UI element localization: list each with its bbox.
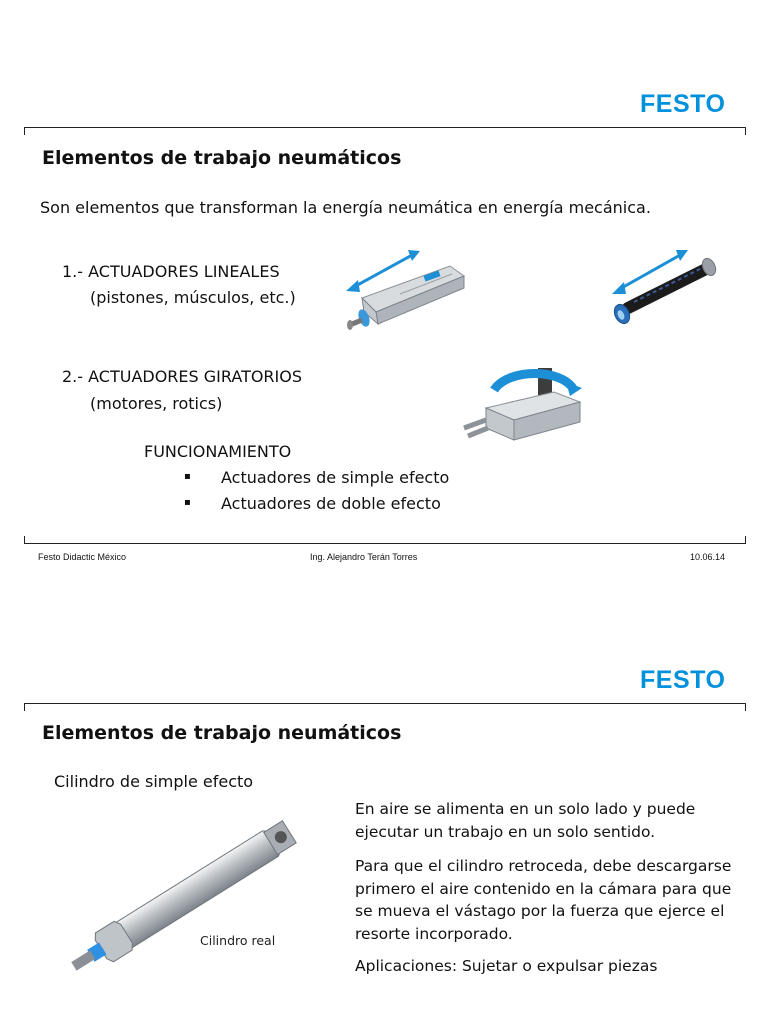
curved-arrow-icon: [494, 374, 574, 391]
bullet-double-acting: Actuadores de doble efecto: [221, 494, 441, 513]
slide-title: Elementos de trabajo neumáticos: [42, 722, 402, 744]
bullet-single-acting: Actuadores de simple efecto: [221, 468, 450, 487]
bullet-icon: ▪: [184, 497, 191, 508]
applications-text: Aplicaciones: Sujetar o expulsar piezas: [355, 957, 658, 975]
rotary-actuators-heading: 2.- ACTUADORES GIRATORIOS: [62, 367, 303, 386]
festo-logo: FESTO: [640, 666, 726, 694]
bullet-icon: ▪: [184, 471, 191, 482]
footer-company: Festo Didactic México: [38, 552, 127, 562]
slide-frame-top: [24, 703, 746, 711]
rotary-actuator-image: [458, 364, 588, 446]
slide-subtitle: Cilindro de simple efecto: [54, 772, 254, 791]
linear-actuators-heading: 1.- ACTUADORES LINEALES: [62, 262, 280, 281]
description-paragraph-2: Para que el cilindro retroceda, debe descargarse primero el aire contenido en la cámara para que se mueva el vástago por la fuerza que ejerce el resorte incorporado.: [355, 857, 732, 943]
function-heading: FUNCIONAMIENTO: [144, 442, 292, 461]
festo-logo: FESTO: [640, 90, 726, 118]
slide-intro: Son elementos que transforman la energía neumática en energía mecánica.: [40, 198, 651, 217]
image-caption: Cilindro real: [200, 933, 276, 948]
linear-actuators-sub: (pistones, músculos, etc.): [90, 288, 296, 307]
rotary-actuators-sub: (motores, rotics): [90, 394, 223, 413]
footer-author: Ing. Alejandro Terán Torres: [310, 552, 418, 562]
slide-title: Elementos de trabajo neumáticos: [42, 147, 402, 169]
single-acting-cylinder-image: [50, 812, 320, 982]
footer-date: 10.06.14: [690, 552, 726, 562]
linear-cylinder-image: [340, 244, 470, 336]
slide-frame-bottom: [24, 536, 746, 544]
slide-frame-top: [24, 127, 746, 135]
description-paragraph-1: En aire se alimenta en un solo lado y puede ejecutar un trabajo en un solo sentido.: [355, 800, 696, 841]
fluidic-muscle-image: [604, 242, 724, 332]
